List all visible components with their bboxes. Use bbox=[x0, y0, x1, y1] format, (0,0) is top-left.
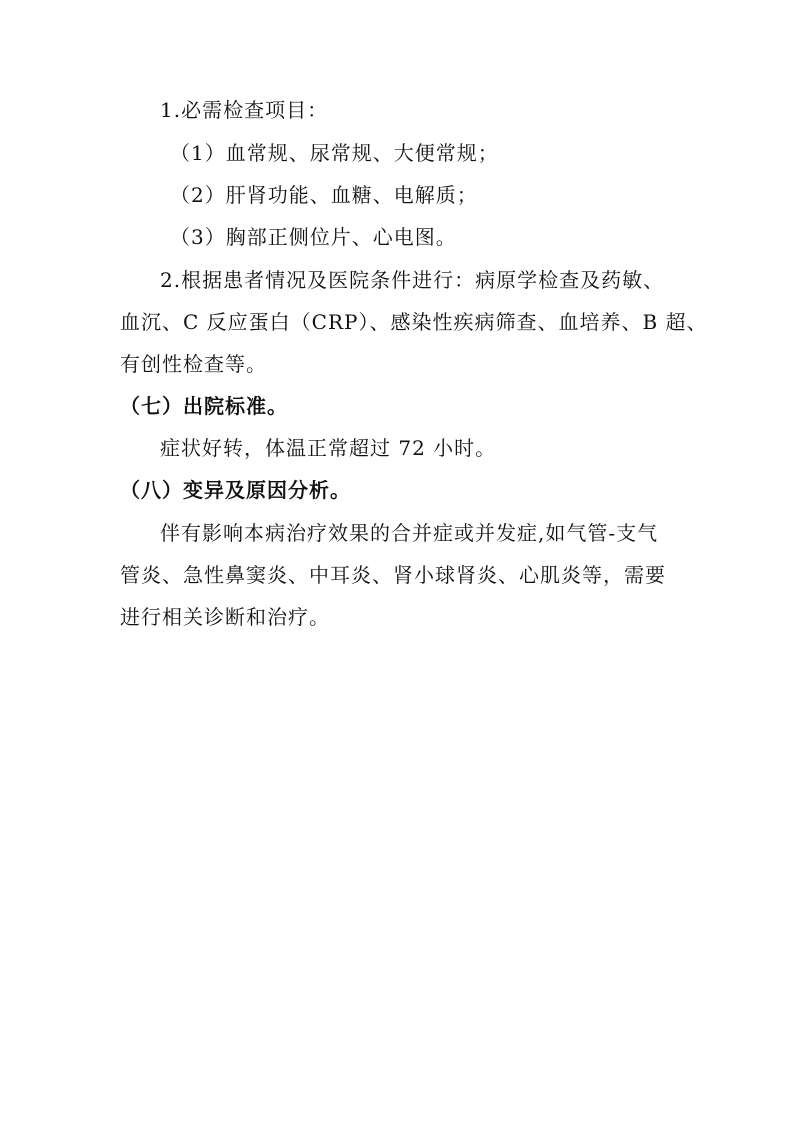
section-heading-variation: （八）变异及原因分析。 bbox=[120, 478, 351, 502]
section-heading-discharge: （七）出院标准。 bbox=[120, 394, 288, 418]
list-item-chest-ecg: （3）胸部正侧位片、心电图。 bbox=[170, 225, 457, 249]
paragraph-optional-tests-line-3: 有创性检查等。 bbox=[120, 352, 267, 376]
paragraph-optional-tests-line-1: 2.根据患者情况及医院条件进行：病原学检查及药敏、 bbox=[160, 268, 665, 292]
paragraph-variation-line-2: 管炎、急性鼻窦炎、中耳炎、肾小球肾炎、心肌炎等，需要 bbox=[120, 563, 666, 587]
list-item-blood-urine-stool: （1）血常规、尿常规、大便常规； bbox=[170, 141, 499, 165]
paragraph-optional-tests-line-2: 血沉、C 反应蛋白（CRP）、感染性疾病筛查、血培养、B 超、 bbox=[120, 310, 708, 334]
list-item-liver-kidney: （2）肝肾功能、血糖、电解质； bbox=[170, 183, 478, 207]
paragraph-discharge-criteria: 症状好转，体温正常超过 72 小时。 bbox=[160, 436, 497, 460]
paragraph-variation-line-3: 进行相关诊断和治疗。 bbox=[120, 605, 330, 629]
paragraph-variation-line-1: 伴有影响本病治疗效果的合并症或并发症,如气管-支气 bbox=[160, 521, 659, 545]
section-heading-required-tests: 1.必需检查项目： bbox=[160, 98, 329, 122]
